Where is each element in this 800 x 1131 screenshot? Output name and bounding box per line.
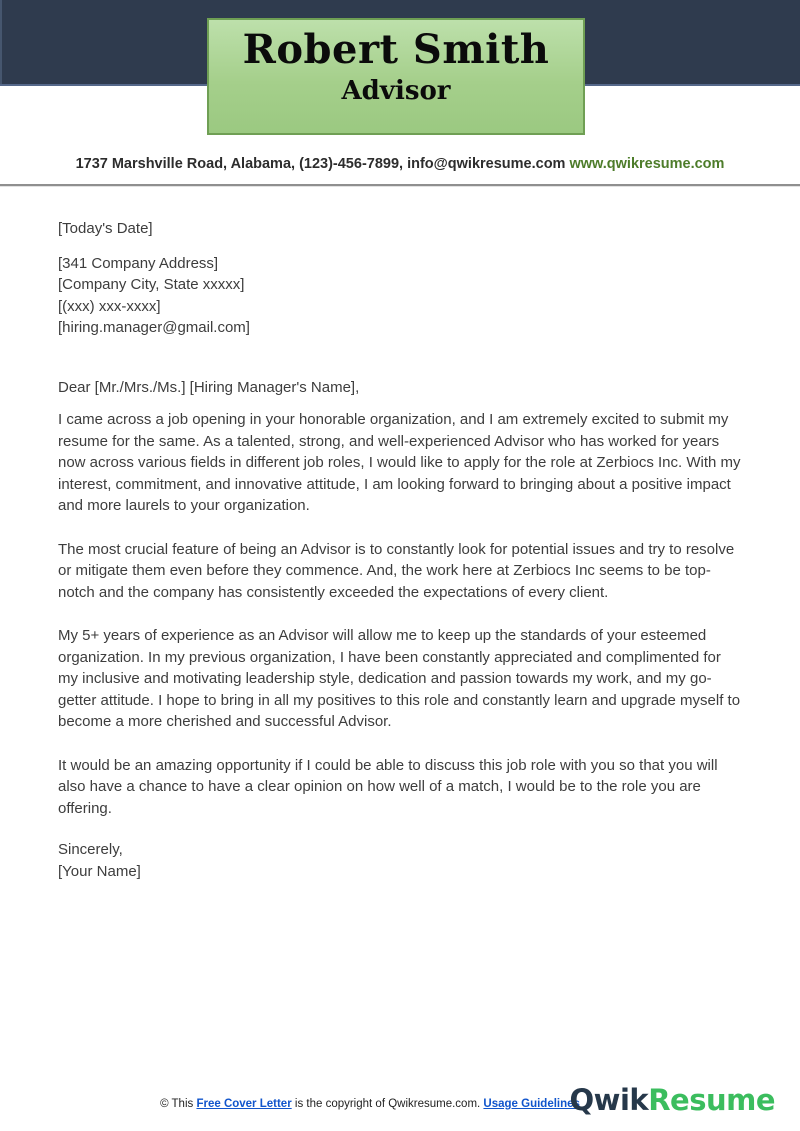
date-placeholder: [Today's Date] [58,220,153,237]
copyright-prefix: © This [160,1098,197,1110]
contact-line [0,156,800,172]
usage-guidelines-link[interactable]: Usage Guidelines [483,1098,580,1110]
paragraph-1: I came across a job opening in your honorable organization, and I am extremely excited to submit my resume for the same. As a talented, strong, and well-experienced Advisor who has worked for years now across various fields in different job roles, I would like to apply for the role at Zerbiocs Inc. With my interest, commitment, and innovative attitude, I am looking forward to bringing about a positive impact and more laurels to your organization. [58,411,741,514]
qwikresume-logo[interactable] [570,1083,775,1117]
copyright-middle: is the copyright of Qwikresume.com. [291,1098,484,1110]
company-address-block [58,253,742,339]
address-line: [341 Company Address] [58,254,219,272]
letter-body [0,187,800,882]
address-line: [Company City, State xxxxx] [58,276,245,293]
logo-text-qwik: Qwik [569,1083,649,1117]
paragraph-3: My 5+ years of experience as an Advisor will allow me to keep up the standards of your esteemed organization. In my previous organization, I have been constantly appreciated and complimented for my inclusive and motivating leadership style, dedication and passion towards my work, and my go-getter attitude. I hope to bring in all my positives to this role and constantly learn and upgrade myself to become a more cherished and successful Advisor. [58,627,741,730]
closing: Sincerely, [58,841,123,858]
paragraph-4: It would be an amazing opportunity if I could be able to discuss this job role with you so that you will also have a chance to have a clear opinion on how well of a match, I would be to the role you are offering. [58,756,718,817]
salutation: Dear [Mr./Mrs./Ms.] [Hiring Manager's Name], [58,378,360,396]
paragraph-2: The most crucial feature of being an Advisor is to constantly look for potential issues and try to resolve or mitigate them even before they commence. And, the work here at Zerbiocs Inc seems to be top-notch and the company has consistently exceeded the expectations of every client. [58,540,735,601]
signature-placeholder: [Your Name] [58,862,141,880]
name-box [207,18,585,135]
address-line: [(xxx) xxx-xxxx] [58,297,161,315]
closing-block [58,839,742,882]
logo-text-resume: Resume [648,1083,775,1117]
contact-info: 1737 Marshville Road, Alabama, (123)-456-7899, info@qwikresume.com [75,156,566,172]
candidate-name: Robert Smith [242,26,550,73]
candidate-title: Advisor [341,76,451,106]
website-link[interactable]: www.qwikresume.com [569,156,725,172]
free-cover-letter-link[interactable]: Free Cover Letter [196,1098,292,1110]
address-line: [hiring.manager@gmail.com] [58,319,250,336]
